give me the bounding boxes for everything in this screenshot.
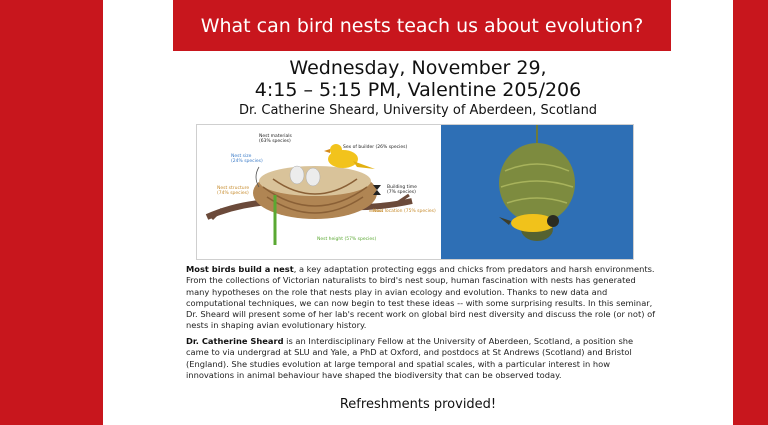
label-nest-height: Nest height (57% species) xyxy=(317,237,377,242)
weaver-bird-head xyxy=(547,215,559,227)
label-sex-builder: Sex of builder (26% species) xyxy=(343,145,408,150)
yellow-bird-tail xyxy=(353,161,375,169)
yellow-bird-head xyxy=(330,144,342,156)
right-red-bar xyxy=(733,0,768,425)
abstract-paragraph xyxy=(186,264,656,332)
left-red-bar xyxy=(0,0,103,425)
egg-1 xyxy=(290,166,304,184)
label-nest-materials-n: (63% species) xyxy=(259,139,291,144)
egg-2 xyxy=(306,168,320,186)
nest-diagram xyxy=(197,125,441,259)
refreshments-note: Refreshments provided! xyxy=(339,397,497,412)
label-nest-structure-n: (74% species) xyxy=(217,191,249,196)
nest-figure xyxy=(196,124,634,260)
event-date: Wednesday, November 29, xyxy=(289,57,547,79)
abstract-lead: Most birds build a nest xyxy=(186,264,294,274)
label-building-time-n: (7% species) xyxy=(387,190,416,195)
event-time-location: 4:15 – 5:15 PM, Valentine 205/206 xyxy=(254,79,582,101)
woven-nest xyxy=(499,143,575,223)
label-nest-location: Nest location (75% species) xyxy=(373,209,436,214)
label-nest-size-n: (24% species) xyxy=(231,159,263,164)
page-title: What can bird nests teach us about evolution? xyxy=(200,14,644,37)
bio-paragraph xyxy=(186,336,656,381)
bio-body: is an Interdisciplinary Fellow at the University of Aberdeen, Scotland, a position she came to via undergrad at SLU and Yale, a PhD at Oxford, and postdocs at St Andrews (Scotland) and Bristol (England). She studies evolution at large temporal and spatial scales, with a particular interest in how innovations in animal behaviour have shaped the biodiversity that can be observed today. xyxy=(186,336,634,380)
weaver-bird-photo xyxy=(441,125,633,259)
title-banner xyxy=(173,0,671,51)
bio-lead: Dr. Catherine Sheard xyxy=(186,336,284,346)
label-nest-size: Nest size xyxy=(231,154,252,159)
weaver-nest-illustration xyxy=(441,125,633,259)
label-nest-materials: Nest materials xyxy=(259,134,292,139)
label-building-time: Building time xyxy=(387,185,417,190)
label-nest-structure: Nest structure xyxy=(217,186,250,191)
yellow-bird-beak xyxy=(324,149,330,153)
speaker-affiliation: Dr. Catherine Sheard, University of Aberdeen, Scotland xyxy=(238,103,598,118)
abstract-body: , a key adaptation protecting eggs and chicks from predators and harsh environments. From the collections of Victorian naturalists to bird's nest soup, human fascination with nests has generated many hypotheses on the role that nests play in avian ecology and evolution. Thanks to new data and computational techniques, we can now begin to test these ideas -- with some surprising results. In this seminar, Dr. Sheard will present some of her lab's recent work on global bird nest diversity and discuss the role (or not) of nests in shaping avian evolutionary history. xyxy=(186,264,656,331)
